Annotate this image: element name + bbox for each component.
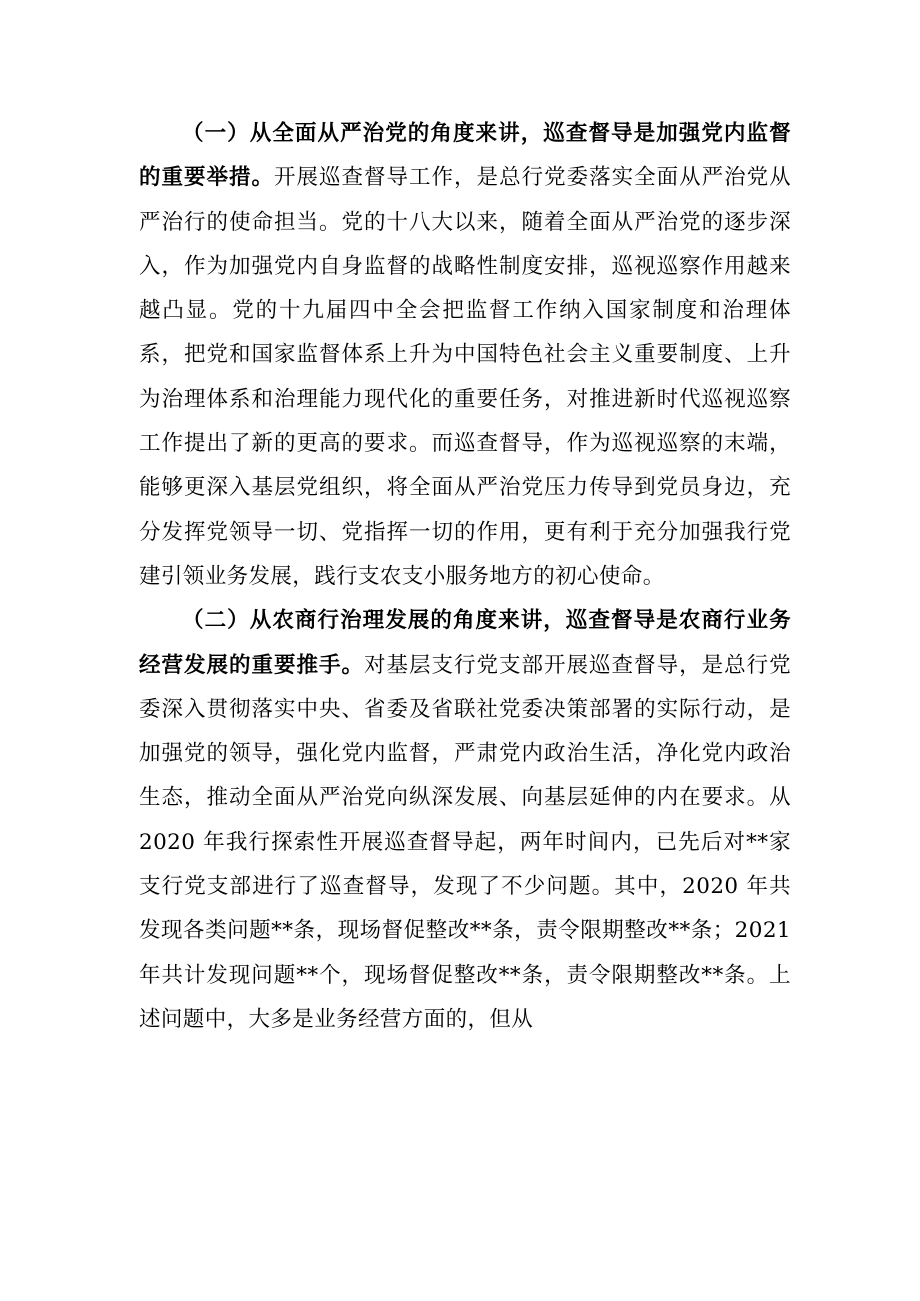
- paragraph-1-text: 开展巡查督导工作，是总行党委落实全面从严治党从严治行的使命担当。党的十八大以来，随着全面从严治党的逐步深入，作为加强党内自身监督的战略性制度安排，巡视巡察作用越来越凸显。党的十九届四中全会把监督工作纳入国家制度和治理体系，把党和国家监督体系上升为中国特色社会主义重要制度、上升为治理体系和治理能力现代化的重要任务，对推进新时代巡视巡察工作提出了新的更高的要求。而巡查督导，作为巡视巡察的末端，能够更深入基层党组织，将全面从严治党压力传导到党员身边，充分发挥党领导一切、党指挥一切的作用，更有利于充分加强我行党建引领业务发展，践行支农支小服务地方的初心使命。: [139, 165, 792, 589]
- paragraph-2-heading: （二）从农商行治理发展的角度来讲，巡查督导是农商行业务经营发展的重要推手。: [139, 608, 791, 678]
- paragraph-1-heading: （一）从全面从严治党的角度来讲，巡查督导是加强党内监督的重要举措。: [139, 121, 791, 191]
- paragraph-1: [139, 112, 791, 599]
- paragraph-2: [139, 599, 791, 1042]
- document-body: [139, 112, 791, 1042]
- paragraph-2-text: 对基层支行党支部开展巡查督导，是总行党委深入贯彻落实中央、省委及省联社党委决策部署的实际行动，是加强党的领导，强化党内监督，严肃党内政治生活，净化党内政治生态，推动全面从严治党向纵深发展、向基层延伸的内在要求。从 2020 年我行探索性开展巡查督导起，两年时间内，已先后对**家支行党支部进行了巡查督导，发现了不少问题。其中，2020 年共发现各类问题**条，现场督促整改**条，责令限期整改**条；2021 年共计发现问题**个，现场督促整改**条，责令限期整改**条。上述问题中，大多是业务经营方面的，但从: [139, 652, 791, 1032]
